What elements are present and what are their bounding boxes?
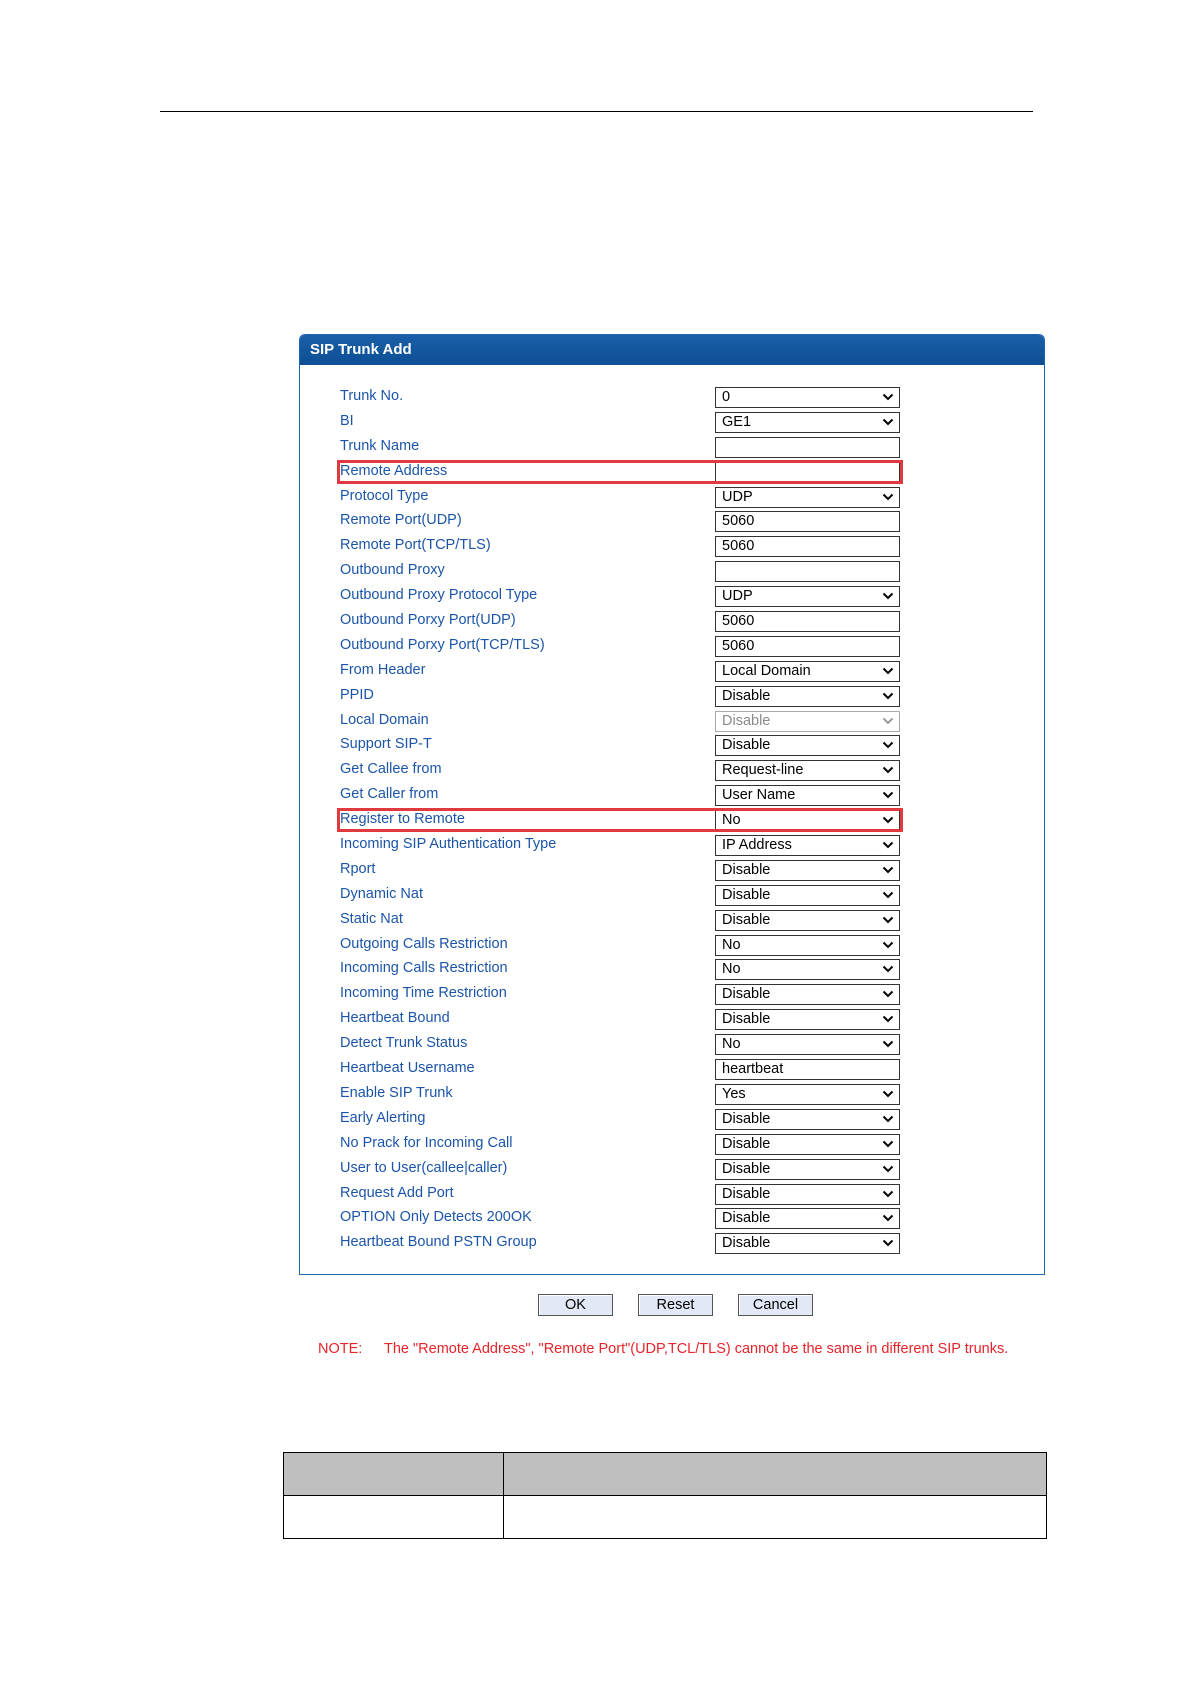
table-header-cell <box>284 1453 504 1496</box>
field-label: Early Alerting <box>340 1109 426 1126</box>
field-label: From Header <box>340 661 426 678</box>
chevron-down-icon <box>882 716 894 726</box>
outbound-proxy-input[interactable] <box>715 561 900 582</box>
remote-address-input[interactable] <box>715 462 900 483</box>
trunk-name-input[interactable] <box>715 437 900 458</box>
form-row-detect-trunk-status <box>300 1033 1044 1058</box>
form-row-heartbeat-bound-pstn-group <box>300 1232 1044 1257</box>
user-to-user-callee-caller-select[interactable] <box>715 1159 900 1180</box>
support-sip-t-select[interactable] <box>715 735 900 756</box>
detect-trunk-status-select[interactable] <box>715 1034 900 1055</box>
form-row-remote-port-tcp-tls <box>300 535 1044 560</box>
outbound-proxy-protocol-type-select[interactable] <box>715 586 900 607</box>
form-row-enable-sip-trunk <box>300 1083 1044 1108</box>
chevron-down-icon <box>882 964 894 974</box>
field-value: UDP <box>722 588 753 605</box>
incoming-sip-authentication-type-select[interactable] <box>715 835 900 856</box>
field-label: OPTION Only Detects 200OK <box>340 1209 532 1226</box>
from-header-select[interactable] <box>715 661 900 682</box>
field-label: Static Nat <box>340 910 403 927</box>
field-value: Disable <box>722 1185 771 1202</box>
incoming-time-restriction-select[interactable] <box>715 984 900 1005</box>
table-header-row <box>284 1453 1047 1496</box>
field-label: Detect Trunk Status <box>340 1035 468 1052</box>
form-row-static-nat <box>300 909 1044 934</box>
form-row-ppid <box>300 685 1044 710</box>
chevron-down-icon <box>882 1213 894 1223</box>
chevron-down-icon <box>882 1089 894 1099</box>
outbound-porxy-port-udp-input[interactable] <box>715 611 900 632</box>
chevron-down-icon <box>882 1189 894 1199</box>
field-value: Disable <box>722 986 771 1003</box>
chevron-down-icon <box>882 915 894 925</box>
field-value: 5060 <box>722 637 755 654</box>
form-row-request-add-port <box>300 1183 1044 1208</box>
dynamic-nat-select[interactable] <box>715 885 900 906</box>
field-label: Protocol Type <box>340 487 429 504</box>
chevron-down-icon <box>882 1164 894 1174</box>
chevron-down-icon <box>882 865 894 875</box>
field-value: 5060 <box>722 513 755 530</box>
form-row-early-alerting <box>300 1108 1044 1133</box>
form-rows <box>300 386 1044 1257</box>
incoming-calls-restriction-select[interactable] <box>715 959 900 980</box>
form-row-outbound-porxy-port-tcp-tls <box>300 635 1044 660</box>
field-value: heartbeat <box>722 1061 784 1078</box>
field-label: Heartbeat Bound PSTN Group <box>340 1234 537 1251</box>
form-row-remote-port-udp <box>300 510 1044 535</box>
heartbeat-username-input[interactable] <box>715 1059 900 1080</box>
field-label: Request Add Port <box>340 1184 454 1201</box>
field-label: Dynamic Nat <box>340 885 423 902</box>
form-row-no-prack-for-incoming-call <box>300 1133 1044 1158</box>
page-top-rule <box>160 111 1033 112</box>
form-row-protocol-type <box>300 486 1044 511</box>
field-label: Get Caller from <box>340 786 439 803</box>
field-label: Local Domain <box>340 711 429 728</box>
field-label: Support SIP-T <box>340 736 432 753</box>
field-value: UDP <box>722 488 753 505</box>
table-row <box>284 1496 1047 1539</box>
note-text: The "Remote Address", "Remote Port"(UDP,TCL/TLS) cannot be the same in different SIP trunks. <box>384 1341 1009 1357</box>
get-caller-from-select[interactable] <box>715 785 900 806</box>
chevron-down-icon <box>882 492 894 502</box>
field-value: Disable <box>722 1160 771 1177</box>
note-label: NOTE: <box>318 1341 363 1357</box>
chevron-down-icon <box>882 591 894 601</box>
field-label: No Prack for Incoming Call <box>340 1134 513 1151</box>
outgoing-calls-restriction-select[interactable] <box>715 935 900 956</box>
chevron-down-icon <box>882 1014 894 1024</box>
field-value: Disable <box>722 712 771 729</box>
field-value: Request-line <box>722 762 804 779</box>
chevron-down-icon <box>882 392 894 402</box>
field-value: Disable <box>722 1135 771 1152</box>
heartbeat-bound-select[interactable] <box>715 1009 900 1030</box>
sip-trunk-add-panel <box>299 334 1045 1275</box>
rport-select[interactable] <box>715 860 900 881</box>
form-row-outbound-proxy <box>300 560 1044 585</box>
chevron-down-icon <box>882 840 894 850</box>
table-cell <box>284 1496 504 1539</box>
chevron-down-icon <box>882 1238 894 1248</box>
field-value: Disable <box>722 687 771 704</box>
chevron-down-icon <box>882 740 894 750</box>
field-label: Register to Remote <box>340 811 465 828</box>
chevron-down-icon <box>882 890 894 900</box>
field-value: Yes <box>722 1085 746 1102</box>
field-value: Disable <box>722 1011 771 1028</box>
form-row-outgoing-calls-restriction <box>300 934 1044 959</box>
field-label: Incoming Time Restriction <box>340 985 507 1002</box>
chevron-down-icon <box>882 815 894 825</box>
trunk-no-select[interactable] <box>715 387 900 408</box>
register-to-remote-select[interactable] <box>715 810 900 831</box>
get-callee-from-select[interactable] <box>715 760 900 781</box>
reset-button[interactable]: Reset <box>638 1294 713 1316</box>
field-label: Remote Port(TCP/TLS) <box>340 537 491 554</box>
remote-port-tcp-tls-input[interactable] <box>715 536 900 557</box>
form-row-register-to-remote <box>300 809 1044 834</box>
field-label: Outbound Porxy Port(UDP) <box>340 612 516 629</box>
chevron-down-icon <box>882 1139 894 1149</box>
form-row-outbound-proxy-protocol-type <box>300 585 1044 610</box>
field-label: Rport <box>340 860 376 877</box>
chevron-down-icon <box>882 940 894 950</box>
heartbeat-bound-pstn-group-select[interactable] <box>715 1233 900 1254</box>
request-add-port-select[interactable] <box>715 1184 900 1205</box>
field-value: No <box>722 812 741 829</box>
field-label: User to User(callee|caller) <box>340 1159 508 1176</box>
chevron-down-icon <box>882 666 894 676</box>
field-value: No <box>722 961 741 978</box>
field-label: Outbound Proxy <box>340 562 445 579</box>
form-row-bi <box>300 411 1044 436</box>
panel-title: SIP Trunk Add <box>300 335 1044 365</box>
form-row-user-to-user-callee-caller <box>300 1158 1044 1183</box>
field-label: Outbound Porxy Port(TCP/TLS) <box>340 636 545 653</box>
field-label: Trunk Name <box>340 437 420 454</box>
protocol-type-select[interactable] <box>715 487 900 508</box>
chevron-down-icon <box>882 1114 894 1124</box>
ok-button[interactable]: OK <box>538 1294 613 1316</box>
early-alerting-select[interactable] <box>715 1109 900 1130</box>
bi-select[interactable] <box>715 412 900 433</box>
form-row-option-only-detects-200ok <box>300 1207 1044 1232</box>
ppid-select[interactable] <box>715 686 900 707</box>
field-value: Disable <box>722 1210 771 1227</box>
field-value: Disable <box>722 861 771 878</box>
static-nat-select[interactable] <box>715 910 900 931</box>
field-label: Remote Address <box>340 462 448 479</box>
field-value: No <box>722 936 741 953</box>
field-value: 5060 <box>722 613 755 630</box>
enable-sip-trunk-select[interactable] <box>715 1084 900 1105</box>
field-value: No <box>722 1036 741 1053</box>
field-value: Disable <box>722 886 771 903</box>
chevron-down-icon <box>882 765 894 775</box>
form-row-get-callee-from <box>300 759 1044 784</box>
form-row-heartbeat-username <box>300 1058 1044 1083</box>
chevron-down-icon <box>882 417 894 427</box>
table-header-cell <box>504 1453 1047 1496</box>
form-row-heartbeat-bound <box>300 1008 1044 1033</box>
form-row-remote-address <box>300 461 1044 486</box>
field-label: Remote Port(UDP) <box>340 512 462 529</box>
field-label: Incoming SIP Authentication Type <box>340 836 557 853</box>
field-label: Heartbeat Bound <box>340 1010 450 1027</box>
field-value: IP Address <box>722 837 792 854</box>
field-label: Incoming Calls Restriction <box>340 960 508 977</box>
field-value: GE1 <box>722 413 752 430</box>
field-label: Outbound Proxy Protocol Type <box>340 587 538 604</box>
form-row-incoming-time-restriction <box>300 983 1044 1008</box>
field-value: Disable <box>722 737 771 754</box>
table-cell <box>504 1496 1047 1539</box>
form-row-dynamic-nat <box>300 884 1044 909</box>
field-label: Heartbeat Username <box>340 1060 475 1077</box>
form-row-from-header <box>300 660 1044 685</box>
form-row-local-domain <box>300 710 1044 735</box>
remote-port-udp-input[interactable] <box>715 511 900 532</box>
no-prack-for-incoming-call-select[interactable] <box>715 1134 900 1155</box>
chevron-down-icon <box>882 790 894 800</box>
description-table <box>283 1452 1047 1539</box>
field-value: Disable <box>722 911 771 928</box>
form-row-support-sip-t <box>300 734 1044 759</box>
field-value: 0 <box>722 389 731 405</box>
field-label: Trunk No. <box>340 388 404 404</box>
field-value: User Name <box>722 787 796 804</box>
field-label: Outgoing Calls Restriction <box>340 935 508 952</box>
field-value: 5060 <box>722 538 755 555</box>
form-row-get-caller-from <box>300 784 1044 809</box>
chevron-down-icon <box>882 1039 894 1049</box>
form-row-rport <box>300 859 1044 884</box>
field-label: BI <box>340 412 354 429</box>
form-row-trunk-no <box>300 386 1044 411</box>
outbound-porxy-port-tcp-tls-input[interactable] <box>715 636 900 657</box>
form-row-outbound-porxy-port-udp <box>300 610 1044 635</box>
local-domain-select <box>715 711 900 732</box>
field-label: Enable SIP Trunk <box>340 1084 453 1101</box>
field-value: Local Domain <box>722 662 811 679</box>
field-value: Disable <box>722 1110 771 1127</box>
field-label: PPID <box>340 686 374 703</box>
field-label: Get Callee from <box>340 761 442 778</box>
form-row-incoming-sip-authentication-type <box>300 834 1044 859</box>
field-value: Disable <box>722 1235 771 1252</box>
form-row-trunk-name <box>300 436 1044 461</box>
chevron-down-icon <box>882 691 894 701</box>
chevron-down-icon <box>882 989 894 999</box>
cancel-button[interactable]: Cancel <box>738 1294 813 1316</box>
option-only-detects-200ok-select[interactable] <box>715 1208 900 1229</box>
form-row-incoming-calls-restriction <box>300 958 1044 983</box>
